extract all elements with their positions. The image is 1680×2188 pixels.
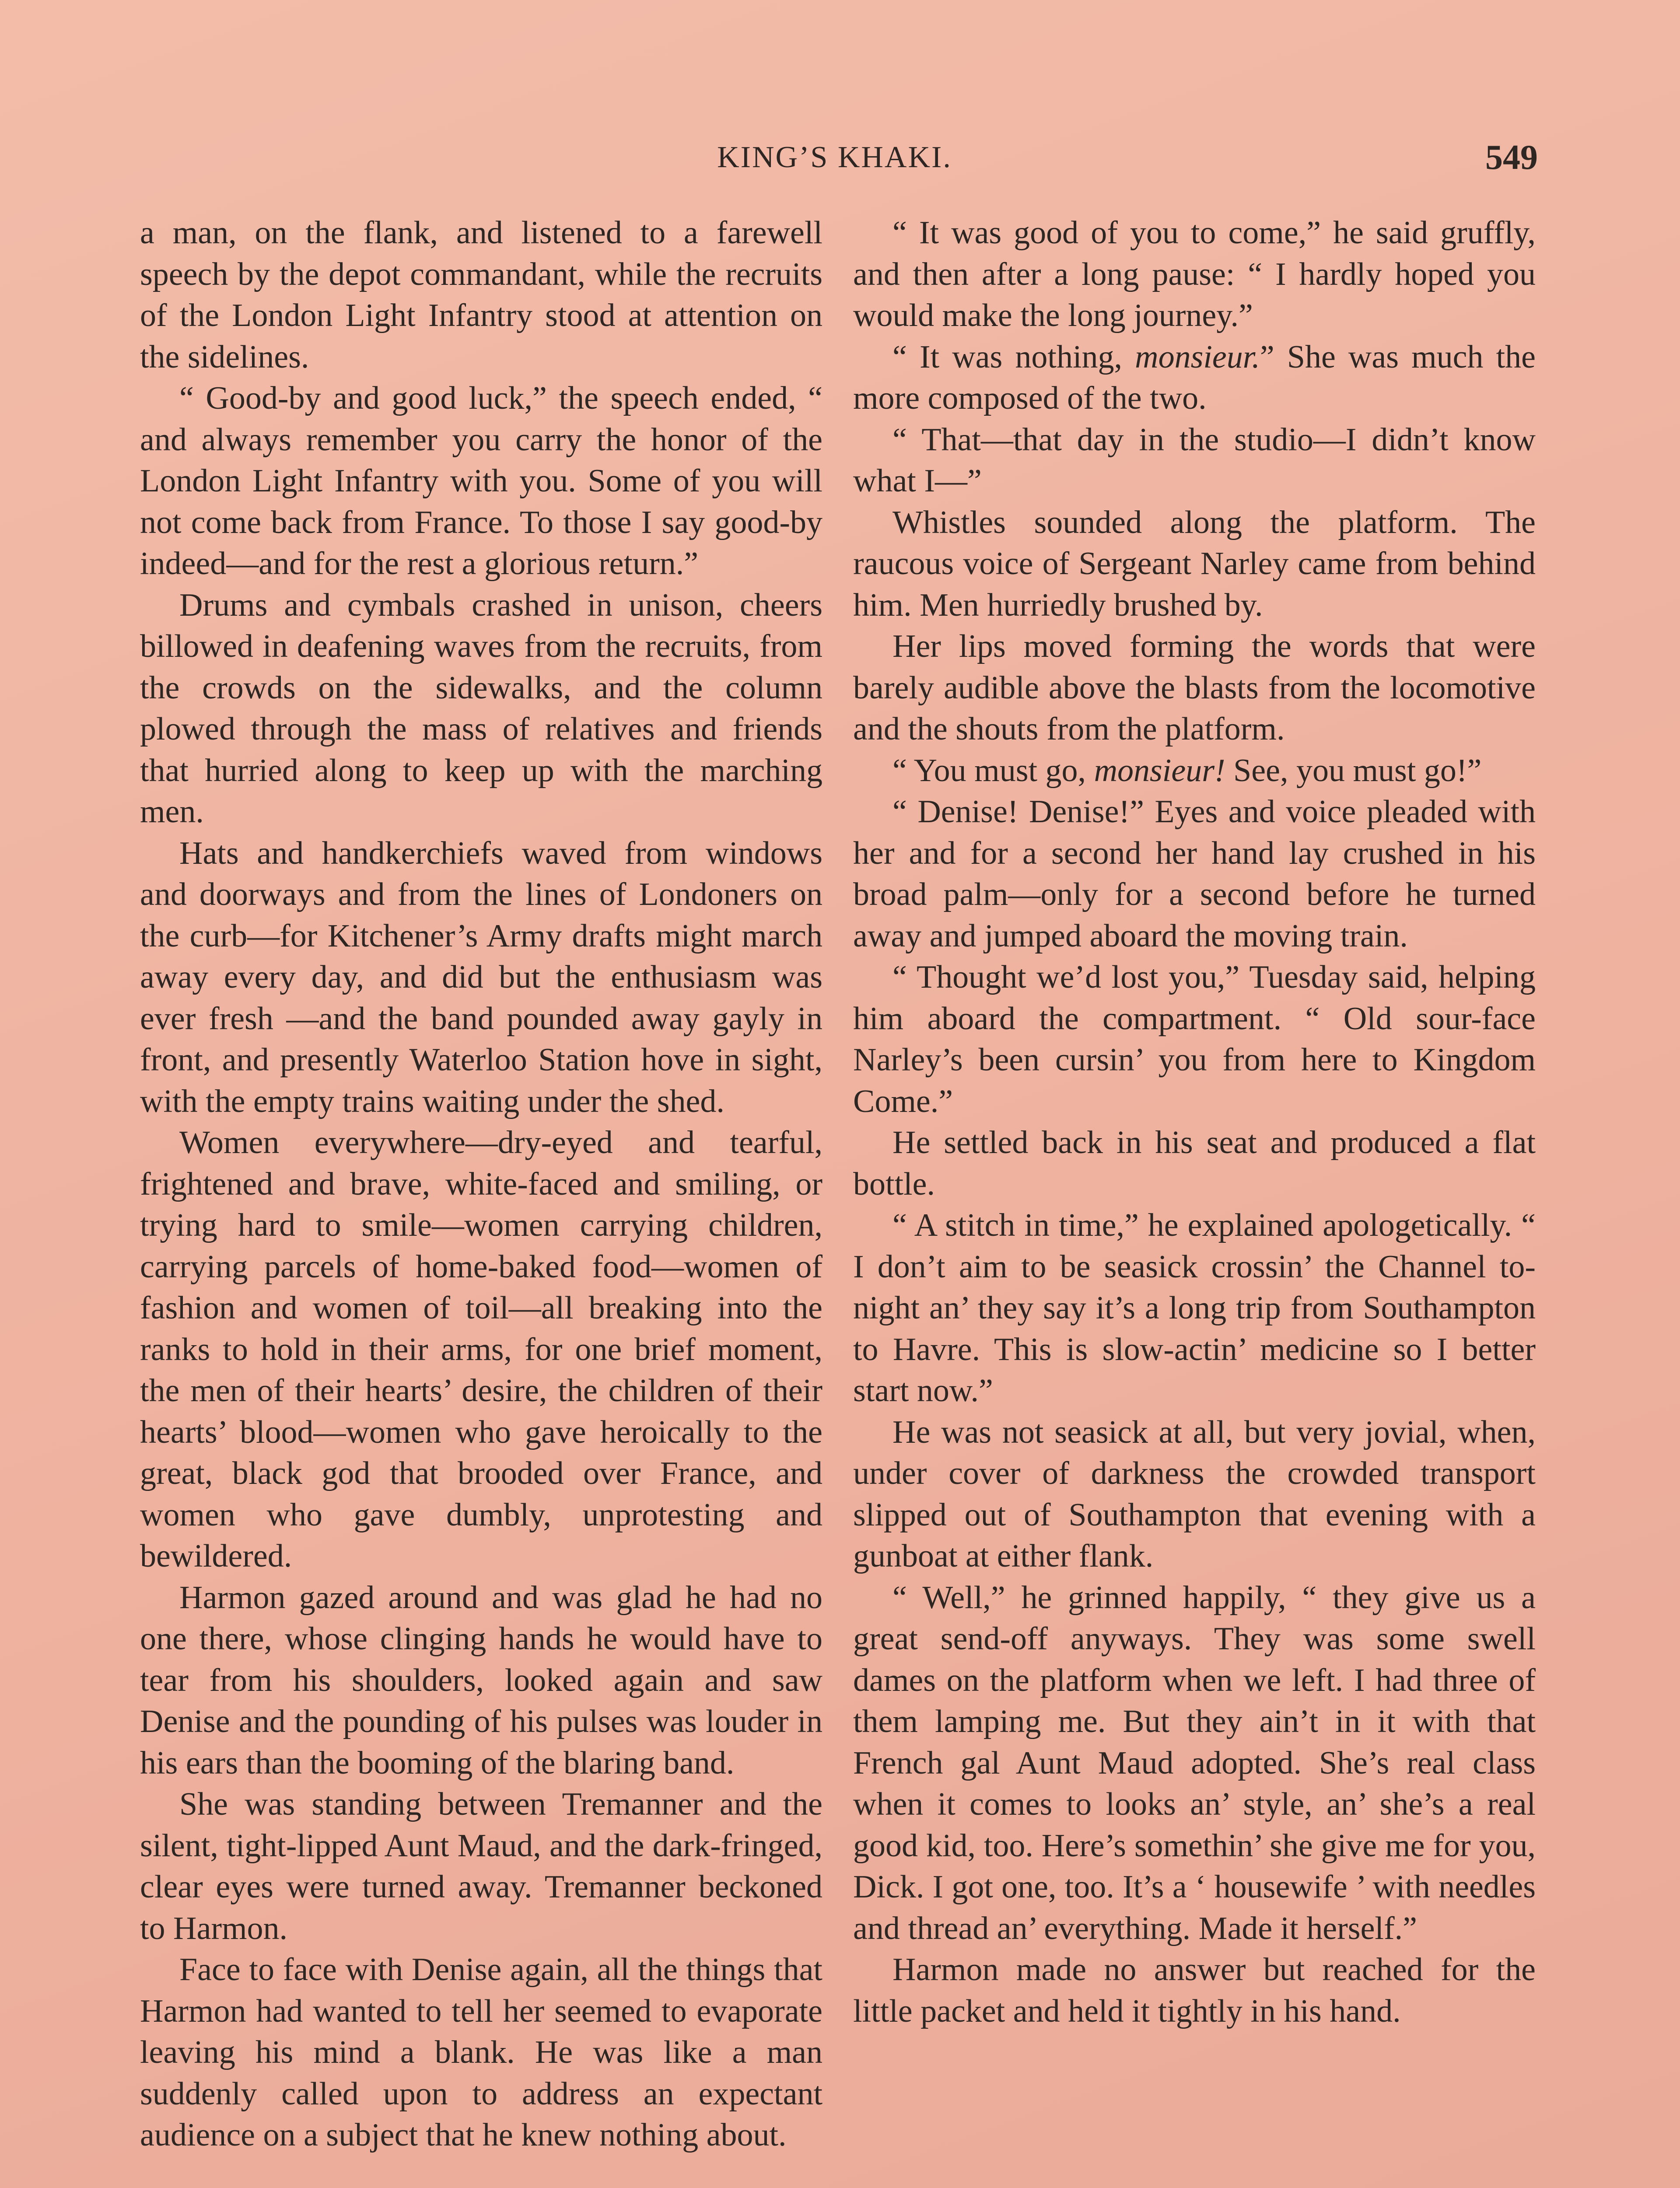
italic-text: monsieur! [1094, 752, 1225, 789]
paragraph: “ Thought we’d lost you,” Tuesday said, helping him aboard the compartment. “ Old sour-face Narley’s been cursin’ you from here to Kingdom Come.” [853, 959, 1536, 1119]
paragraph: Hats and handkerchiefs waved from windows and doorways and from the lines of Londoners on the curb—for Kitchener’s Army drafts might march away every day, and did but the enthusiasm was ever fresh —and the band pounded away gayly in front, and presently Waterloo Station hove in sight, with the empty trains waiting under the shed. [140, 835, 822, 1119]
paragraph: “ Well,” he grinned happily, “ they give us a great send-off anyways. They was some swell dames on the platform when we left. I had three of them lamping me. But they ain’t in it with that French gal Aunt Maud adopted. She’s real class when it comes to looks an’ style, an’ she’s a real good kid, too. Here’s somethin’ she give me for you, Dick. I got one, too. It’s a ‘ housewife ’ with needles and thread an’ everything. Made it herself.” [853, 1579, 1536, 1946]
page-header [131, 133, 1538, 182]
page-number: 549 [1485, 138, 1538, 177]
right-text-column [853, 212, 1536, 2032]
paragraph: He was not seasick at all, but very jovial, when, under cover of darkness the crowded transport slipped out of Southampton that evening with a gunboat at either flank. [853, 1414, 1536, 1574]
paragraph: “ It was good of you to come,” he said gruffly, and then after a long pause: “ I hardly hoped you would make the long journey.” [853, 215, 1536, 333]
paragraph: Her lips moved forming the words that were barely audible above the blasts from the locomotive and the shouts from the platform. [853, 628, 1536, 747]
text-run: “ You must go, [892, 752, 1094, 789]
paragraph [853, 337, 1536, 419]
paragraph: “ That—that day in the studio—I didn’t know what I—” [853, 421, 1536, 499]
paragraph: Harmon gazed around and was glad he had no one there, whose clinging hands he would have to tear from his shoulders, looked again and saw Denise and the pounding of his pulses was louder in his ears than the booming of the blaring band. [140, 1579, 822, 1781]
italic-text: monsieur. [1135, 339, 1260, 375]
text-run: ” She was much the more composed of the two. [853, 339, 1536, 416]
running-title: KING’S KHAKI. [717, 140, 952, 174]
paragraph [853, 750, 1536, 792]
paragraph: She was standing between Tremanner and the silent, tight-lipped Aunt Maud, and the dark-fringed, clear eyes were turned away. Tremanner beckoned to Harmon. [140, 1786, 822, 1946]
paragraph: Drums and cymbals crashed in unison, cheers billowed in deafening waves from the recruits, from the crowds on the sidewalks, and the column plowed through the mass of relatives and friends that hurried along to keep up with the marching men. [140, 587, 822, 830]
paragraph: Women everywhere—dry-eyed and tearful, frightened and brave, white-faced and smiling, or trying hard to smile—women carrying children, carrying parcels of home-baked food—women of fashion and women of toil—all breaking into the ranks to hold in their arms, for one brief moment, the men of their hearts’ desire, the children of their hearts’ blood—women who gave heroically to the great, black god that brooded over France, and women who gave dumbly, unprotesting and bewildered. [140, 1125, 822, 1574]
paragraph: Harmon made no answer but reached for the little packet and held it tightly in his hand. [853, 1952, 1536, 2029]
paragraph: Whistles sounded along the platform. The raucous voice of Sergeant Narley came from behind him. Men hurriedly brushed by. [853, 504, 1536, 623]
paragraph: He settled back in his seat and produced a flat bottle. [853, 1125, 1536, 1202]
paragraph: “ A stitch in time,” he explained apologetically. “ I don’t aim to be seasick crossin’ the Channel to-night an’ they say it’s a long trip from Southampton to Havre. This is slow-actin’ medicine so I better start now.” [853, 1207, 1536, 1409]
paragraph: Face to face with Denise again, all the things that Harmon had wanted to tell her seemed to evaporate leaving his mind a blank. He was like a man suddenly called upon to address an expectant audience on a subject that he knew nothing about. [140, 1952, 822, 2153]
paragraph: “ Denise! Denise!” Eyes and voice pleaded with her and for a second her hand lay crushed in his broad palm—only for a second before he turned away and jumped aboard the moving train. [853, 794, 1536, 954]
paragraph: “ Good-by and good luck,” the speech ended, “ and always remember you carry the honor of the London Light Infantry with you. Some of you will not come back from France. To those I say good-by indeed—and for the rest a glorious return.” [140, 380, 822, 582]
left-text-column [140, 212, 822, 2156]
text-run: “ It was nothing, [892, 339, 1135, 375]
text-run: See, you must go!” [1225, 752, 1482, 789]
paragraph: a man, on the flank, and listened to a farewell speech by the depot commandant, while the recruits of the London Light Infantry stood at attention on the sidelines. [140, 215, 822, 375]
